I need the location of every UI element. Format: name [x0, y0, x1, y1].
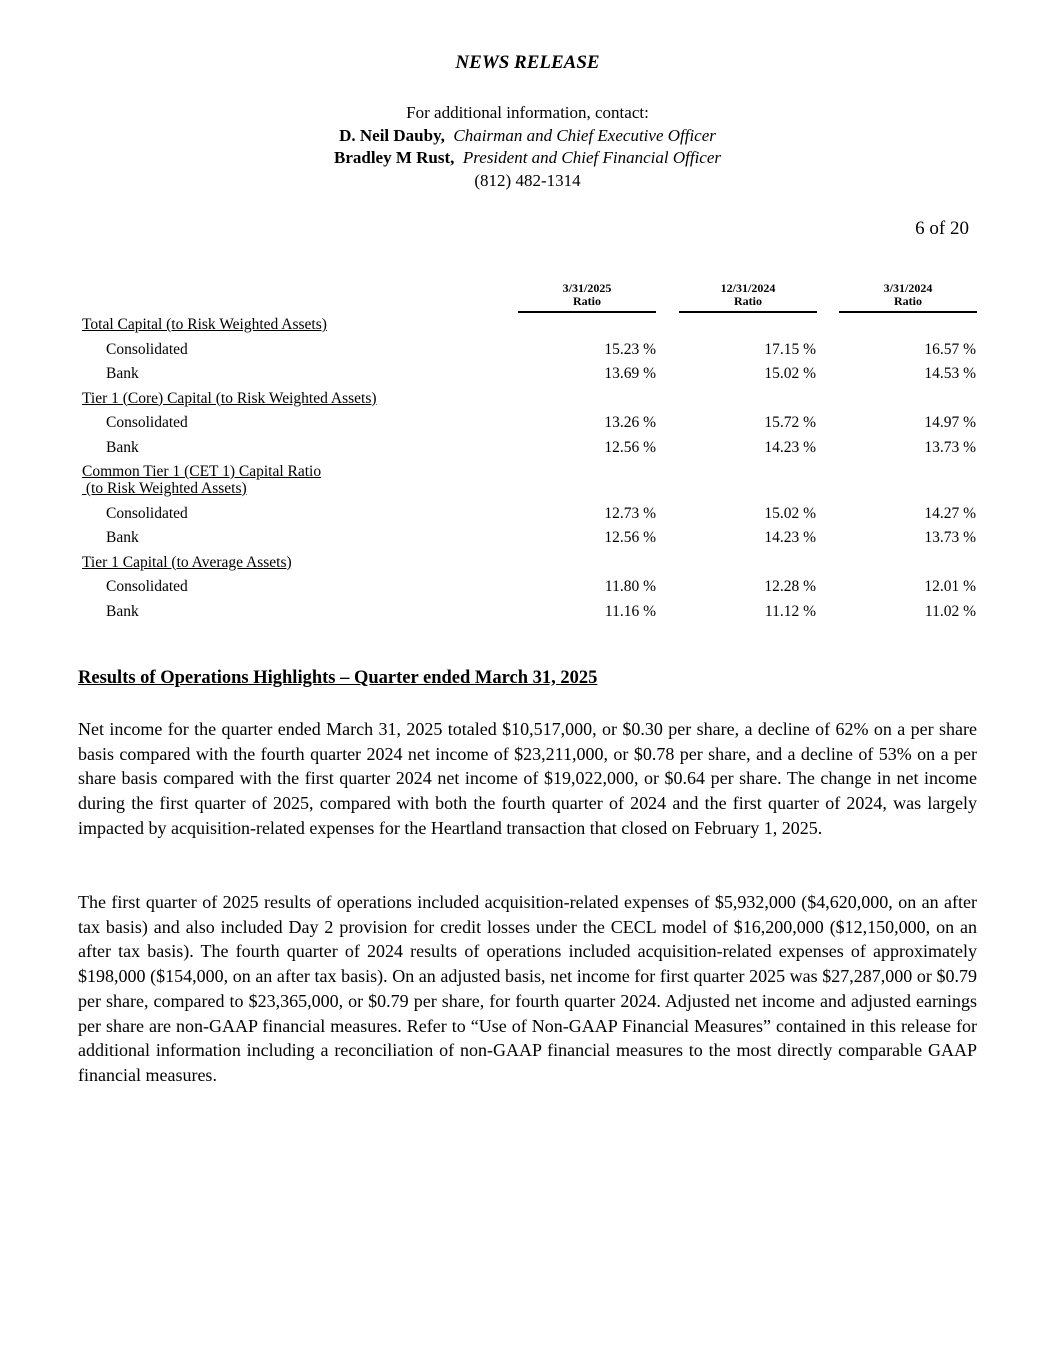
ratio-value: 12.73 %: [604, 504, 656, 522]
contact-phone: (812) 482-1314: [474, 171, 581, 190]
section-heading: [0, 387, 1055, 411]
ratio-value: 14.23 %: [764, 529, 816, 546]
results-paragraph-2: The first quarter of 2025 results of operations included acquisition-related expenses of $5,932,000 ($4,620,000, on an after tax basis) and also included Day 2 provision for credit losses under the CECL model of $16,200,000 ($12,150,000, on an after tax basis). The fourth quarter of 2024 results of operations included acquisition-related expenses of approximately $198,000 ($154,000, on an after tax basis). On an adjusted basis, net income for first quarter 2025 was $27,287,000 or $0.79 per share, compared to $23,365,000, or $0.79 per share, for fourth quarter 2024. Adjusted net income and adjusted earnings per share are non-GAAP financial measures. Refer to “Use of Non-GAAP Financial Measures” contained in this release for additional information including a reconciliation of non-GAAP financial measures to the most directly comparable GAAP financial measures.: [78, 892, 977, 1085]
contact-name: Bradley M Rust,: [333, 148, 455, 167]
contact-name: D. Neil Dauby,: [339, 126, 445, 145]
contact-role: President and Chief Financial Officer: [462, 148, 722, 167]
column-header: [679, 282, 817, 313]
section-title: Total Capital (to Risk Weighted Assets): [82, 316, 327, 333]
section-title: Tier 1 (Core) Capital (to Risk Weighted Assets): [82, 389, 377, 407]
ratio-value: 11.02 %: [924, 602, 976, 620]
ratio-value: 12.56 %: [604, 438, 656, 456]
section-title: Tier 1 Capital (to Average Assets): [82, 553, 292, 571]
ratio-value: 12.28 %: [764, 578, 816, 595]
section-heading-cont: [0, 477, 1055, 501]
column-header: [518, 282, 656, 313]
ratio-value: 15.02 %: [764, 504, 816, 522]
table-row: [0, 436, 1055, 460]
row-label: Consolidated: [106, 340, 188, 358]
table-row: [0, 526, 1055, 550]
ratio-value: 11.12 %: [764, 602, 816, 620]
table-row: [0, 600, 1055, 624]
row-label: Bank: [106, 602, 139, 620]
contact-role: Chairman and Chief Executive Officer: [453, 126, 716, 145]
table-row: [0, 338, 1055, 362]
ratio-value: 15.02 %: [764, 365, 816, 382]
contact-intro: For additional information, contact:: [406, 103, 649, 122]
column-label: Ratio: [573, 294, 601, 308]
results-heading: Results of Operations Highlights – Quarter ended March 31, 2025: [78, 668, 598, 688]
ratio-value: 13.73 %: [924, 438, 976, 456]
ratio-value: 14.27 %: [924, 504, 976, 522]
row-label: Bank: [106, 438, 139, 456]
table-row: [0, 575, 1055, 599]
results-paragraph-1: Net income for the quarter ended March 31, 2025 totaled $10,517,000, or $0.30 per share, a decline of 62% on a per share basis compared with the fourth quarter 2024 net income of $23,211,000, or $0.78 per share, and a decline of 53% on a per share basis compared with the first quarter 2024 net income of $19,022,000, or $0.64 per share. The change in net income during the first quarter of 2025, compared with both the fourth quarter of 2024 and the first quarter of 2024, was largely impacted by acquisition-related expenses for the Heartland transaction that closed on February 1, 2025.: [78, 719, 977, 838]
column-date: 3/31/2024: [883, 281, 933, 295]
row-label: Bank: [106, 529, 139, 546]
table-row: [0, 411, 1055, 435]
column-date: 12/31/2024: [720, 281, 776, 295]
ratio-value: 14.97 %: [924, 414, 976, 431]
ratio-value: 11.80 %: [604, 578, 656, 595]
table-row: [0, 362, 1055, 386]
row-label: Consolidated: [106, 504, 188, 522]
contact-ceo: [0, 125, 1055, 148]
ratio-value: 12.01 %: [924, 578, 976, 595]
ratio-value: 13.26 %: [604, 414, 656, 431]
column-header: [839, 282, 977, 313]
row-label: Consolidated: [106, 414, 188, 431]
column-label: Ratio: [734, 294, 762, 308]
page-number: 6 of 20: [915, 218, 969, 239]
ratio-value: 15.72 %: [764, 414, 816, 431]
contact-cfo: [0, 147, 1055, 170]
ratio-value: 12.56 %: [604, 529, 656, 546]
section-title-cont: (to Risk Weighted Assets): [82, 480, 247, 497]
column-label: Ratio: [894, 294, 922, 308]
ratio-value: 17.15 %: [764, 340, 816, 358]
row-label: Bank: [106, 365, 139, 382]
section-heading: [0, 551, 1055, 575]
column-date: 3/31/2025: [562, 281, 612, 295]
section-title: Common Tier 1 (CET 1) Capital Ratio: [82, 463, 322, 480]
ratio-value: 13.69 %: [604, 365, 656, 382]
ratio-value: 11.16 %: [604, 602, 656, 620]
ratio-value: 15.23 %: [604, 340, 656, 358]
row-label: Consolidated: [106, 578, 188, 595]
document-title: NEWS RELEASE: [455, 52, 600, 73]
ratio-value: 14.23 %: [764, 438, 816, 456]
table-row: [0, 502, 1055, 526]
ratio-value: 14.53 %: [924, 365, 976, 382]
ratio-value: 16.57 %: [924, 340, 976, 358]
section-heading: [0, 313, 1055, 337]
ratio-value: 13.73 %: [924, 529, 976, 546]
